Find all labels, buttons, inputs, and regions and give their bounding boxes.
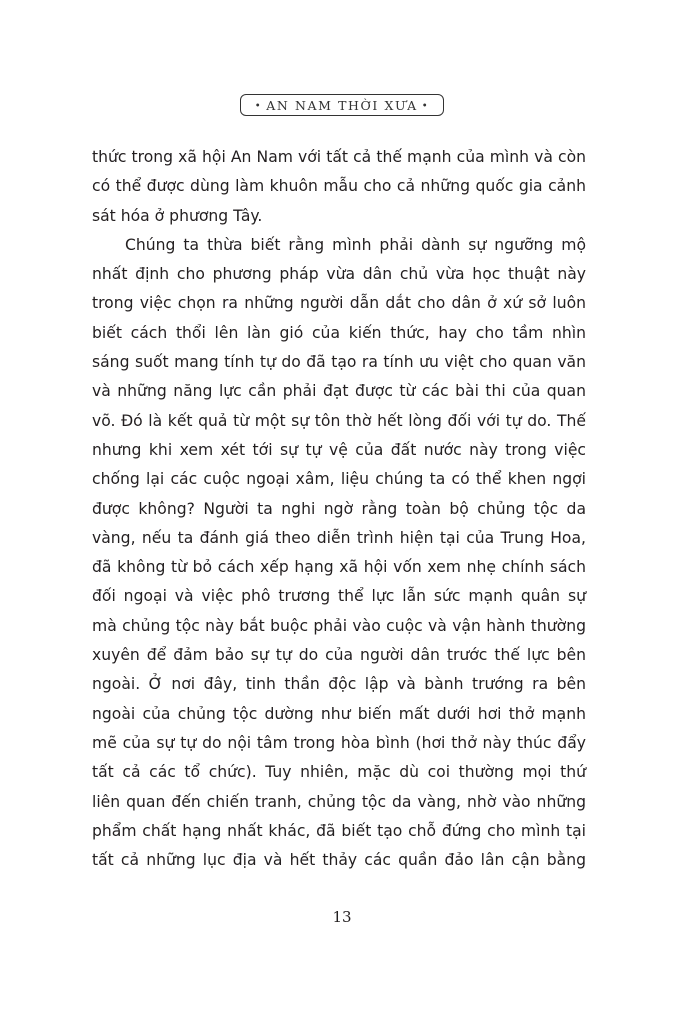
text-line: phẩm chất hạng nhất khác, đã biết tạo chỗ đứng cho mình tại [92,821,586,840]
text-line: đối ngoại và việc phô trương thể lực lẫn sức mạnh quân sự [92,587,586,606]
text-line: tất cả các tổ chức). Tuy nhiên, mặc dù coi thường mọi thứ [92,763,586,782]
page-number: 13 [332,908,352,926]
text-line: chống lại các cuộc ngoại xâm, liệu chúng ta có thể khen ngợi [92,470,586,489]
text-line: tất cả những lục địa và hết thảy các quần đảo lân cận bằng [92,851,586,870]
text-line: liên quan đến chiến tranh, chủng tộc da vàng, nhờ vào những [92,792,586,811]
text-line: thức trong xã hội An Nam với tất cả thế mạnh của mình và còn [92,148,586,166]
text-line: vàng, nếu ta đánh giá theo diễn trình hiện tại của Trung Hoa, [92,528,586,547]
text-line: sát hóa ở phương Tây. [92,206,263,225]
text-line: nhưng khi xem xét tới sự tự vệ của đất nước này trong việc [92,440,586,459]
text-line: sáng suốt mang tính tự do đã tạo ra tính ưu việt cho quan văn [92,353,586,372]
text-line: ngoài. Ở nơi đây, tinh thần độc lập và bành trướng ra bên [92,675,586,694]
text-line: xuyên để đảm bảo sự tự do của người dân trước thế lực bên [92,646,586,665]
text-line: có thể được dùng làm khuôn mẫu cho cả những quốc gia cảnh [92,177,586,196]
text-line: biết cách thổi lên làn gió của kiến thức, hay cho tầm nhìn [92,323,586,342]
text-line: trong việc chọn ra những người dẫn dắt cho dân ở xứ sở luôn [92,294,586,313]
text-line: nhất định cho phương pháp vừa dân chủ vừa học thuật này [92,265,586,284]
text-line: mà chủng tộc này bắt buộc phải vào cuộc và vận hành thường [92,616,586,635]
text-line: Chúng ta thừa biết rằng mình phải dành sự ngưỡng mộ [125,235,586,254]
book-title: AN NAM THỜI XƯA [266,98,418,113]
text-line: mẽ của sự tự do nội tâm trong hòa bình (hơi thở này thúc đẩy [92,733,586,752]
text-line: ngoài của chủng tộc dường như biến mất dưới hơi thở mạnh [92,704,586,723]
running-header [0,94,684,116]
text-line: và những năng lực cần phải đạt được từ các bài thi của quan [92,382,586,401]
header-frame [240,94,445,116]
bullet-ornament: • [421,101,430,112]
text-line: võ. Đó là kết quả từ một sự tôn thờ hết lòng đối với tự do. Thế [92,411,586,430]
text-line: được không? Người ta nghi ngờ rằng toàn bộ chủng tộc da [92,499,586,518]
body-text [92,143,586,875]
text-line: đã không từ bỏ cách xếp hạng xã hội vốn xem nhẹ chính sách [92,558,586,577]
bullet-ornament: • [254,101,263,112]
